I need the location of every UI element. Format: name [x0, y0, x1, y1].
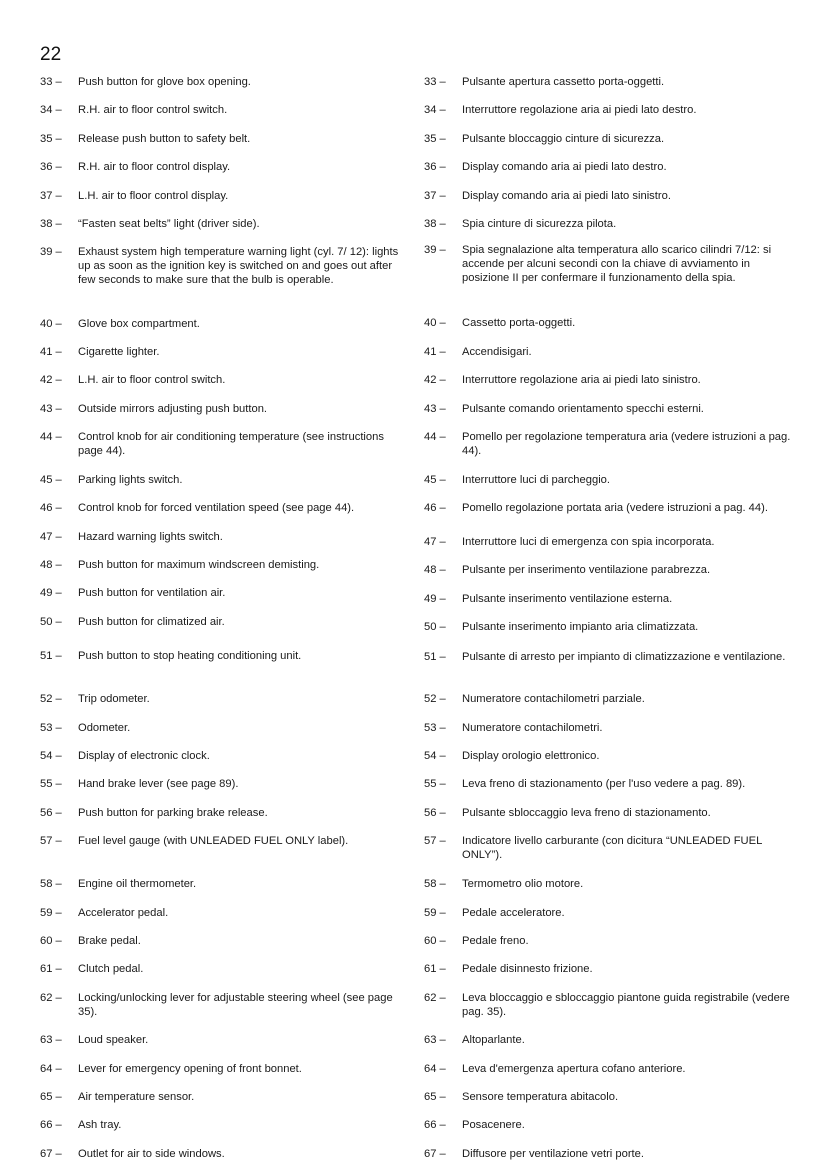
italian-legend-item	[424, 103, 794, 117]
italian-legend-item	[424, 132, 794, 146]
item-number: 49 –	[40, 587, 62, 599]
item-number: 46 –	[40, 502, 62, 514]
english-legend-item	[40, 962, 410, 976]
english-legend-item	[40, 373, 410, 387]
item-description: R.H. air to floor control switch.	[78, 104, 228, 116]
english-legend-item	[40, 345, 410, 359]
english-legend-item	[40, 473, 410, 487]
item-number: 59 –	[40, 907, 62, 919]
item-description: Cassetto porta-oggetti.	[462, 317, 576, 329]
item-number: 47 –	[40, 531, 62, 543]
english-legend-item	[40, 777, 410, 791]
item-description: Air temperature sensor.	[78, 1091, 195, 1103]
item-number: 36 –	[424, 161, 446, 173]
item-number: 58 –	[424, 878, 446, 890]
item-number: 66 –	[424, 1119, 446, 1131]
english-legend-item	[40, 317, 410, 331]
item-number: 40 –	[424, 317, 446, 329]
item-number: 35 –	[40, 133, 62, 145]
item-description: Numeratore contachilometri parziale.	[462, 693, 645, 705]
english-legend-item	[40, 132, 410, 146]
item-number: 52 –	[424, 693, 446, 705]
item-number: 53 –	[40, 722, 62, 734]
item-number: 67 –	[424, 1148, 446, 1160]
item-description: Clutch pedal.	[78, 963, 144, 975]
item-number: 65 –	[40, 1091, 62, 1103]
italian-legend-item	[424, 243, 794, 285]
item-number: 50 –	[424, 621, 446, 633]
italian-legend-item	[424, 75, 794, 89]
english-legend-item	[40, 615, 410, 629]
item-description: Spia segnalazione alta temperatura allo scarico cilindri 7/12: si accende per alcuni secondi con la chiave di avviamento in posizione II per confermare il funzionamento della spia.	[462, 244, 772, 284]
item-number: 60 –	[424, 935, 446, 947]
item-number: 60 –	[40, 935, 62, 947]
english-legend-item	[40, 558, 410, 572]
item-description: Interruttore regolazione aria ai piedi lato sinistro.	[462, 374, 701, 386]
item-number: 42 –	[424, 374, 446, 386]
item-number: 35 –	[424, 133, 446, 145]
item-description: Interruttore luci di emergenza con spia incorporata.	[462, 536, 715, 548]
english-legend-item	[40, 877, 410, 891]
italian-legend-item	[424, 1033, 794, 1047]
item-description: Cigarette lighter.	[78, 346, 160, 358]
english-legend-item	[40, 245, 410, 287]
item-number: 38 –	[424, 218, 446, 230]
item-number: 41 –	[424, 346, 446, 358]
item-description: Display orologio elettronico.	[462, 750, 600, 762]
italian-legend-item	[424, 1090, 794, 1104]
italian-legend-item	[424, 316, 794, 330]
italian-legend-item	[424, 834, 794, 862]
item-number: 44 –	[424, 431, 446, 443]
english-legend-item	[40, 692, 410, 706]
item-description: Exhaust system high temperature warning light (cyl. 7/ 12): lights up as soon as the ignition key is switched on and goes out after few seconds to make sure that the bulb is operable.	[78, 246, 399, 286]
item-description: Lever for emergency opening of front bonnet.	[78, 1063, 302, 1075]
italian-legend-item	[424, 620, 794, 634]
italian-legend-item	[424, 934, 794, 948]
english-legend-item	[40, 806, 410, 820]
item-description: L.H. air to floor control switch.	[78, 374, 226, 386]
item-number: 64 –	[424, 1063, 446, 1075]
item-number: 45 –	[40, 474, 62, 486]
item-description: Display comando aria ai piedi lato destro.	[462, 161, 667, 173]
item-number: 55 –	[424, 778, 446, 790]
item-description: Pulsante per inserimento ventilazione parabrezza.	[462, 564, 711, 576]
english-legend-item	[40, 402, 410, 416]
page-number: 22	[40, 44, 62, 65]
item-number: 56 –	[424, 807, 446, 819]
english-legend-item	[40, 1147, 410, 1161]
item-description: Pulsante inserimento ventilazione esterna.	[462, 593, 673, 605]
english-legend-item	[40, 430, 410, 458]
item-description: “Fasten seat belts” light (driver side).	[78, 218, 260, 230]
item-number: 39 –	[424, 244, 446, 256]
english-legend-item	[40, 721, 410, 735]
item-description: Outlet for air to side windows.	[78, 1148, 225, 1160]
item-number: 50 –	[40, 616, 62, 628]
item-number: 54 –	[40, 750, 62, 762]
italian-legend-item	[424, 430, 794, 458]
item-description: Indicatore livello carburante (con dicitura “UNLEADED FUEL ONLY”).	[462, 835, 762, 861]
item-description: Sensore temperatura abitacolo.	[462, 1091, 619, 1103]
item-number: 53 –	[424, 722, 446, 734]
item-description: Push button to stop heating conditioning unit.	[78, 650, 302, 662]
english-legend-item	[40, 586, 410, 600]
item-number: 37 –	[40, 190, 62, 202]
item-description: Interruttore regolazione aria ai piedi lato destro.	[462, 104, 697, 116]
item-number: 43 –	[424, 403, 446, 415]
italian-legend-item	[424, 1147, 794, 1161]
english-legend-item	[40, 160, 410, 174]
item-description: Trip odometer.	[78, 693, 150, 705]
english-legend-item	[40, 749, 410, 763]
item-description: Push button for maximum windscreen demisting.	[78, 559, 320, 571]
item-number: 48 –	[424, 564, 446, 576]
italian-legend-item	[424, 373, 794, 387]
item-description: Glove box compartment.	[78, 318, 200, 330]
item-number: 36 –	[40, 161, 62, 173]
item-description: Diffusore per ventilazione vetri porte.	[462, 1148, 644, 1160]
item-description: Spia cinture di sicurezza pilota.	[462, 218, 617, 230]
item-description: L.H. air to floor control display.	[78, 190, 229, 202]
item-description: Push button for parking brake release.	[78, 807, 268, 819]
item-number: 67 –	[40, 1148, 62, 1160]
item-description: Accendisigari.	[462, 346, 532, 358]
english-legend-item	[40, 75, 410, 89]
italian-legend-item	[424, 563, 794, 577]
item-description: Push button for ventilation air.	[78, 587, 226, 599]
italian-legend-item	[424, 402, 794, 416]
italian-legend-item	[424, 749, 794, 763]
item-number: 34 –	[40, 104, 62, 116]
italian-legend-item	[424, 692, 794, 706]
item-number: 38 –	[40, 218, 62, 230]
italian-legend-item	[424, 1118, 794, 1132]
item-number: 66 –	[40, 1119, 62, 1131]
item-number: 45 –	[424, 474, 446, 486]
item-number: 46 –	[424, 502, 446, 514]
item-description: Pedale disinnesto frizione.	[462, 963, 593, 975]
item-description: Fuel level gauge (with UNLEADED FUEL ONLY label).	[78, 835, 349, 847]
item-description: Display of electronic clock.	[78, 750, 210, 762]
item-description: Pulsante inserimento impianto aria climatizzata.	[462, 621, 699, 633]
item-description: Loud speaker.	[78, 1034, 149, 1046]
italian-legend-item	[424, 991, 794, 1019]
italian-legend-item	[424, 160, 794, 174]
item-number: 57 –	[424, 835, 446, 847]
item-description: Accelerator pedal.	[78, 907, 169, 919]
italian-legend-item	[424, 473, 794, 487]
item-description: Leva bloccaggio e sbloccaggio piantone guida registrabile (vedere pag. 35).	[462, 992, 790, 1018]
italian-legend-item	[424, 777, 794, 791]
italian-legend-item	[424, 806, 794, 820]
item-description: Release push button to safety belt.	[78, 133, 251, 145]
english-legend-item	[40, 1090, 410, 1104]
italian-legend-item	[424, 501, 794, 515]
italian-legend-item	[424, 345, 794, 359]
english-legend-item	[40, 1033, 410, 1047]
item-description: Outside mirrors adjusting push button.	[78, 403, 268, 415]
italian-legend-item	[424, 535, 794, 549]
item-description: Engine oil thermometer.	[78, 878, 197, 890]
item-description: Locking/unlocking lever for adjustable steering wheel (see page 35).	[78, 992, 393, 1018]
item-description: Control knob for forced ventilation speed (see page 44).	[78, 502, 355, 514]
item-number: 58 –	[40, 878, 62, 890]
item-number: 54 –	[424, 750, 446, 762]
item-description: Termometro olio motore.	[462, 878, 584, 890]
item-description: Brake pedal.	[78, 935, 141, 947]
item-number: 40 –	[40, 318, 62, 330]
english-legend-item	[40, 189, 410, 203]
item-description: Pulsante di arresto per impianto di climatizzazione e ventilazione.	[462, 651, 786, 663]
item-number: 49 –	[424, 593, 446, 605]
item-number: 63 –	[424, 1034, 446, 1046]
italian-legend-item	[424, 650, 794, 664]
item-number: 41 –	[40, 346, 62, 358]
item-description: Pedale acceleratore.	[462, 907, 565, 919]
item-number: 59 –	[424, 907, 446, 919]
italian-legend-item	[424, 721, 794, 735]
english-legend-item	[40, 934, 410, 948]
item-description: Pedale freno.	[462, 935, 529, 947]
item-number: 62 –	[424, 992, 446, 1004]
item-description: Pulsante sbloccaggio leva freno di stazionamento.	[462, 807, 711, 819]
item-description: Push button for climatized air.	[78, 616, 225, 628]
english-legend-item	[40, 530, 410, 544]
item-description: Pomello regolazione portata aria (vedere istruzioni a pag. 44).	[462, 502, 768, 514]
item-description: Pulsante comando orientamento specchi esterni.	[462, 403, 704, 415]
italian-legend-item	[424, 189, 794, 203]
item-number: 51 –	[424, 651, 446, 663]
item-description: Hand brake lever (see page 89).	[78, 778, 239, 790]
item-description: Pulsante apertura cassetto porta-oggetti.	[462, 76, 665, 88]
item-number: 64 –	[40, 1063, 62, 1075]
item-number: 37 –	[424, 190, 446, 202]
item-number: 52 –	[40, 693, 62, 705]
item-number: 42 –	[40, 374, 62, 386]
item-number: 65 –	[424, 1091, 446, 1103]
item-description: Interruttore luci di parcheggio.	[462, 474, 611, 486]
item-number: 55 –	[40, 778, 62, 790]
item-number: 33 –	[40, 76, 62, 88]
english-legend-item	[40, 906, 410, 920]
item-number: 33 –	[424, 76, 446, 88]
item-description: Pomello per regolazione temperatura aria (vedere istruzioni a pag. 44).	[462, 431, 791, 457]
item-description: Pulsante bloccaggio cinture di sicurezza.	[462, 133, 665, 145]
english-legend-item	[40, 217, 410, 231]
italian-legend-item	[424, 877, 794, 891]
item-number: 57 –	[40, 835, 62, 847]
item-description: R.H. air to floor control display.	[78, 161, 231, 173]
italian-legend-item	[424, 962, 794, 976]
item-description: Posacenere.	[462, 1119, 525, 1131]
item-number: 47 –	[424, 536, 446, 548]
item-description: Display comando aria ai piedi lato sinistro.	[462, 190, 671, 202]
item-description: Altoparlante.	[462, 1034, 525, 1046]
item-description: Control knob for air conditioning temperature (see instructions page 44).	[78, 431, 384, 457]
item-number: 39 –	[40, 246, 62, 258]
italian-legend-item	[424, 1062, 794, 1076]
italian-legend-item	[424, 217, 794, 231]
item-description: Push button for glove box opening.	[78, 76, 251, 88]
item-number: 61 –	[40, 963, 62, 975]
english-legend-item	[40, 103, 410, 117]
item-number: 43 –	[40, 403, 62, 415]
english-legend-item	[40, 991, 410, 1019]
item-description: Parking lights switch.	[78, 474, 183, 486]
item-description: Odometer.	[78, 722, 131, 734]
english-legend-item	[40, 1118, 410, 1132]
item-description: Numeratore contachilometri.	[462, 722, 603, 734]
english-legend-item	[40, 649, 410, 663]
english-legend-item	[40, 1062, 410, 1076]
item-description: Leva d'emergenza apertura cofano anteriore.	[462, 1063, 686, 1075]
item-description: Hazard warning lights switch.	[78, 531, 223, 543]
english-legend-item	[40, 834, 410, 848]
item-description: Leva freno di stazionamento (per l'uso vedere a pag. 89).	[462, 778, 746, 790]
item-description: Ash tray.	[78, 1119, 122, 1131]
item-number: 48 –	[40, 559, 62, 571]
item-number: 62 –	[40, 992, 62, 1004]
item-number: 34 –	[424, 104, 446, 116]
item-number: 51 –	[40, 650, 62, 662]
english-legend-item	[40, 501, 410, 515]
item-number: 61 –	[424, 963, 446, 975]
italian-legend-item	[424, 592, 794, 606]
item-number: 44 –	[40, 431, 62, 443]
item-number: 56 –	[40, 807, 62, 819]
italian-legend-item	[424, 906, 794, 920]
item-number: 63 –	[40, 1034, 62, 1046]
